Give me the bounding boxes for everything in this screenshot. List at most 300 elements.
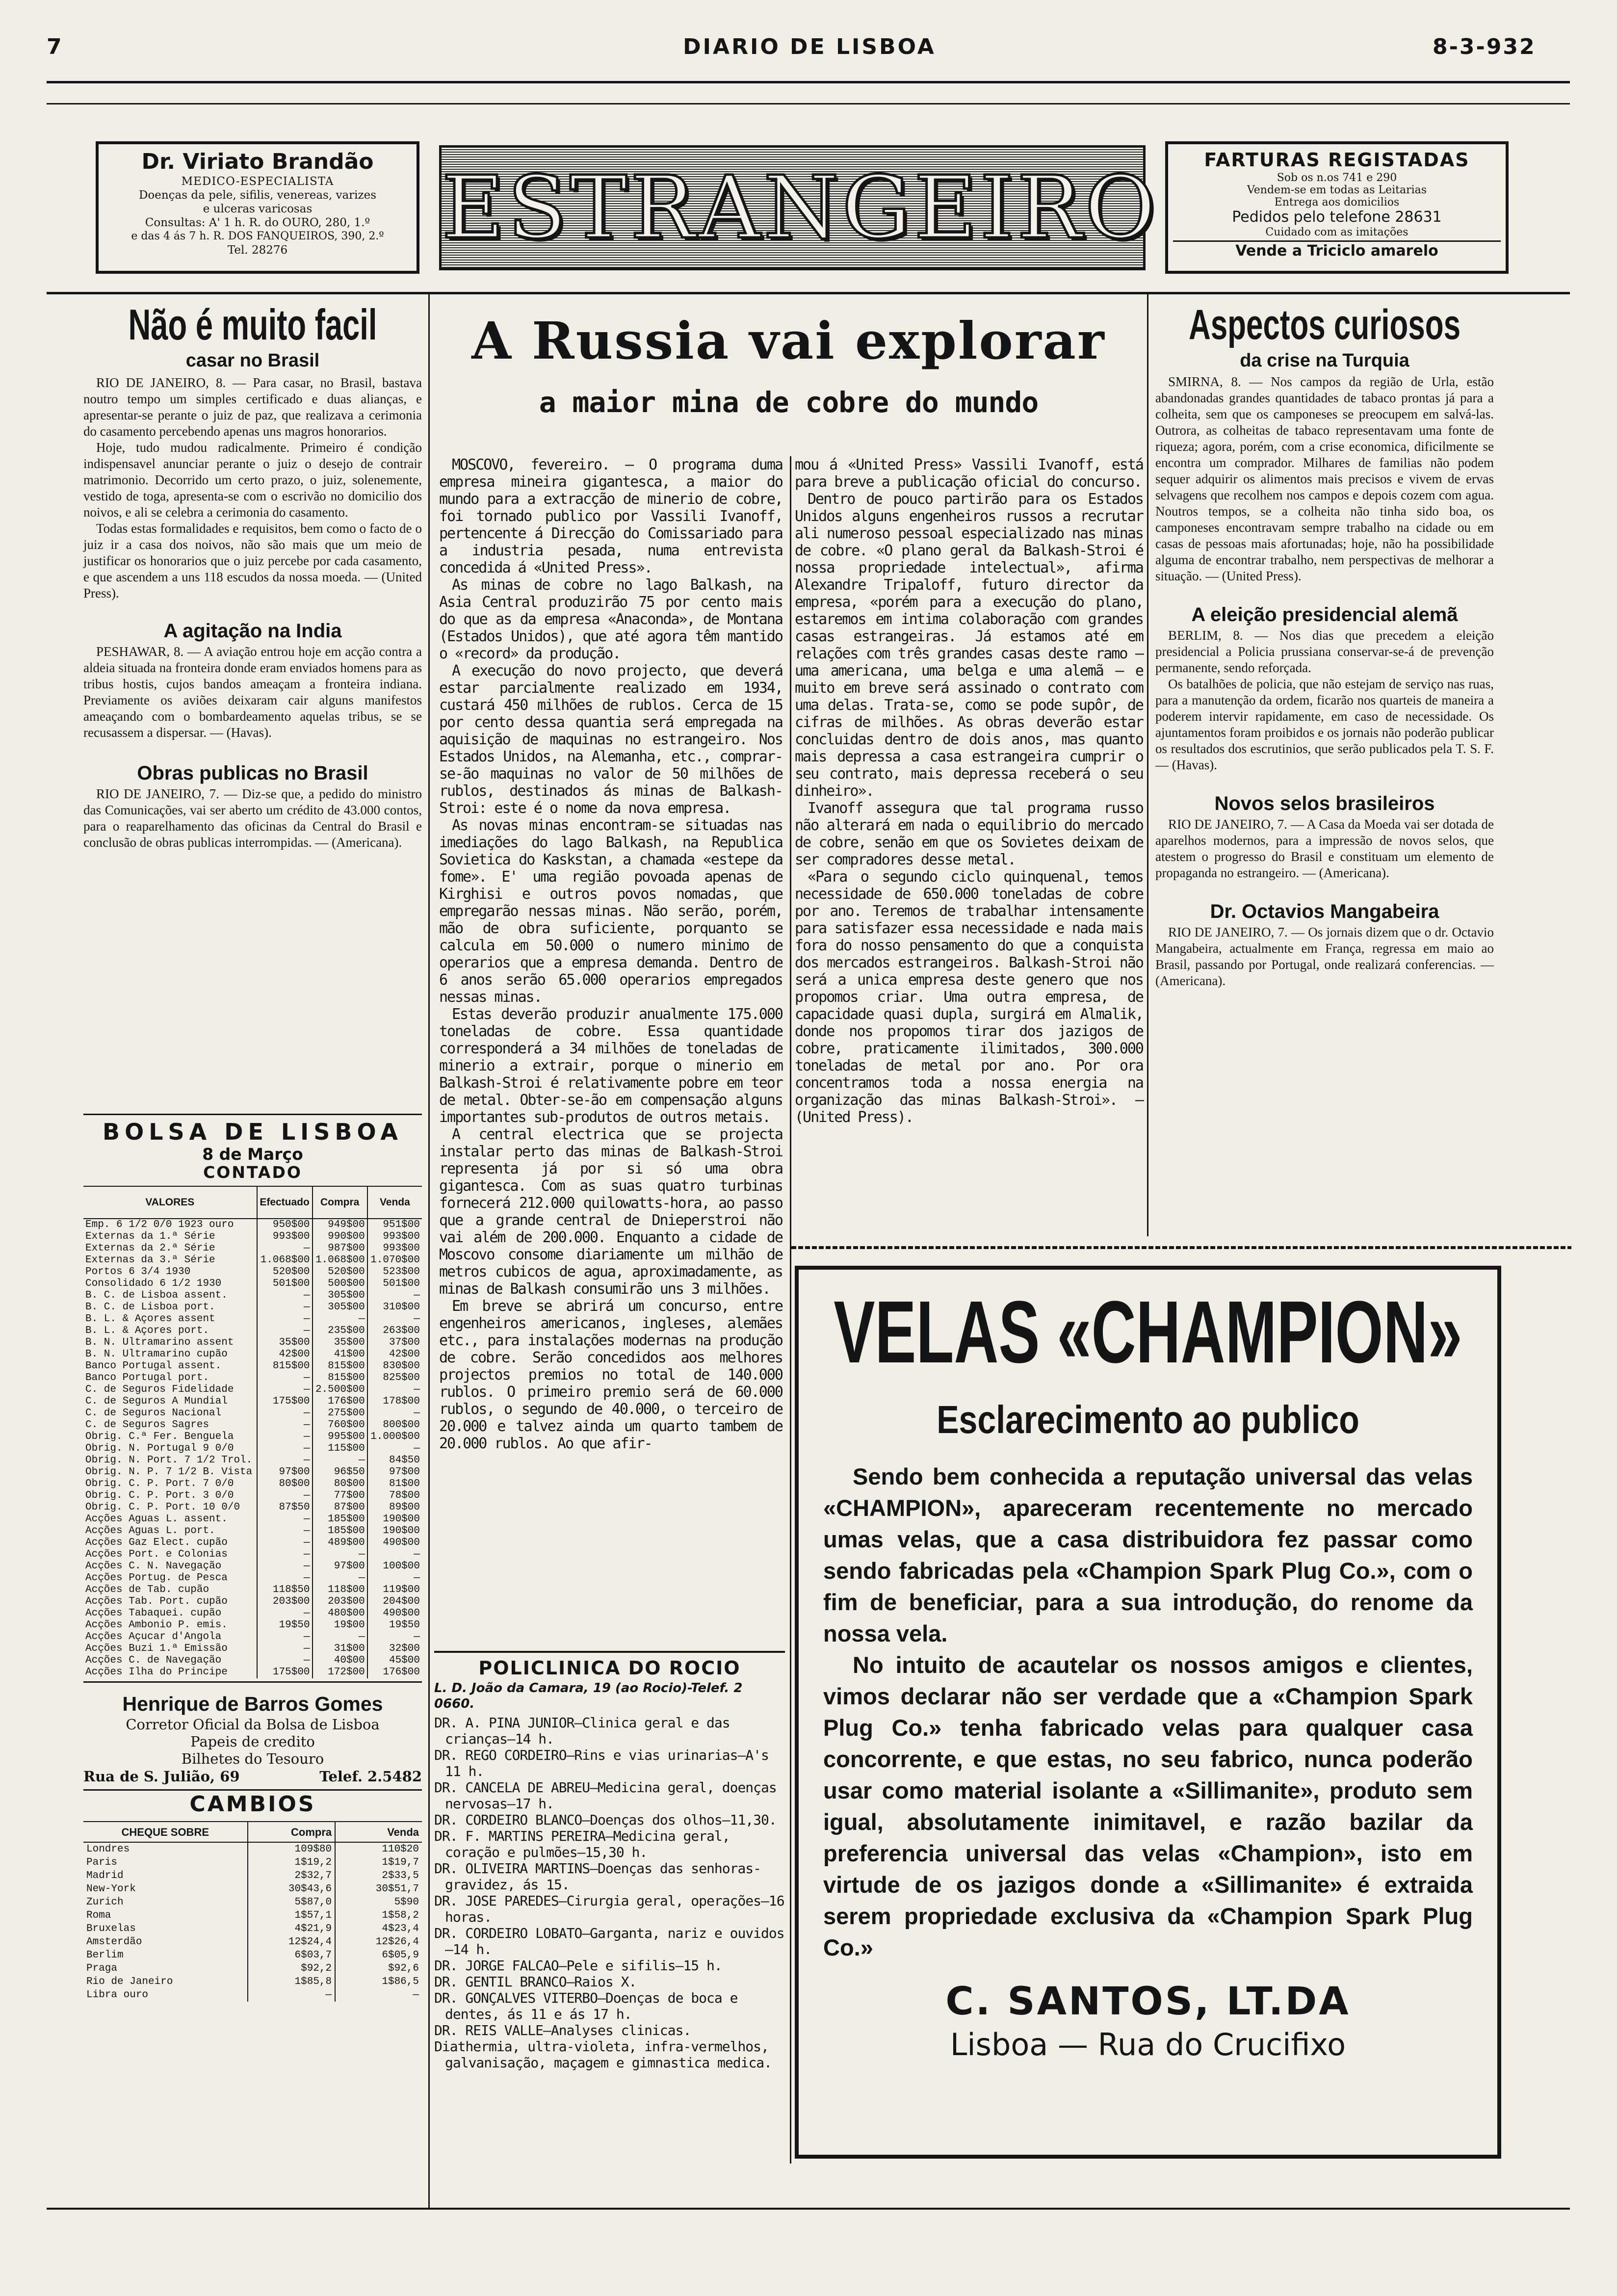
cambios-currency: Roma — [86, 1910, 111, 1921]
bolsa-value: 815$00 — [313, 1360, 367, 1372]
cambios-row — [83, 1869, 422, 1882]
bolsa-row — [83, 1231, 422, 1243]
newspaper-name: DIARIO DE LISBOA — [683, 34, 936, 59]
bolsa-row — [83, 1372, 422, 1384]
bolsa-security: Acções Port. e Colonias — [85, 1549, 228, 1560]
bolsa-value: 800$00 — [367, 1419, 422, 1431]
cambios-title: CAMBIOS — [83, 1789, 422, 1818]
cambios-rate: $92,2 — [248, 1962, 336, 1975]
cambios-currency: Praga — [86, 1963, 118, 1974]
article-paragraph: A execução do novo projecto, que deverá estar parcialmente realizado em 1934, custará 450 milhões de rublos. Cerca de 15 por cento dessa quantia será empregada na aquisição de maquinas no estrangeiro. Nos Estados Unidos, na Alemanha, etc., comprar-se-ão maquinas no valor de 50 milhões de rublos, destinados ás minas de Balkash-Stroi: este é o nome da nova empresa. — [439, 662, 782, 817]
ad-doctor-name: Dr. Viriato Brandão — [141, 149, 374, 174]
article-paragraph: MOSCOVO, fevereiro. — O programa duma empresa mineira gigantesca, a maior do mundo para a extracção de minerio de cobre, foi tornado publico por Vassili Ivanoff, pertencente á Direcção do Comissariado para a industria pesada, numa entrevista concedida á «United Press». — [439, 456, 782, 576]
bolsa-value: 80$00 — [257, 1478, 313, 1490]
bolsa-security: C. de Seguros Sagres — [85, 1419, 209, 1431]
bolsa-col-header: VALORES — [83, 1186, 257, 1219]
bolsa-value: 1.068$00 — [257, 1254, 313, 1266]
ad-viriato-brandao — [96, 141, 419, 274]
bolsa-value: 37$00 — [367, 1337, 422, 1349]
issue-date: 8-3-932 — [1433, 34, 1536, 59]
bolsa-row — [83, 1584, 422, 1596]
bolsa-value: 19$00 — [313, 1619, 367, 1631]
policlinica-address: L. D. João da Camara, 19 (ao Rocio)-Telef. 2 0660. — [434, 1681, 743, 1711]
bolsa-title: BOLSA DE LISBOA — [83, 1114, 422, 1146]
bolsa-row — [83, 1419, 422, 1431]
cambios-rate: 30$43,6 — [248, 1882, 336, 1896]
bolsa-security: Consolidado 6 1/2 1930 — [85, 1278, 222, 1289]
bolsa-value: 490$00 — [367, 1608, 422, 1619]
champion-ad — [795, 1266, 1501, 2159]
bolsa-security: C. de Seguros Fidelidade — [85, 1384, 234, 1395]
bolsa-value: 993$00 — [257, 1231, 313, 1243]
bolsa-value: 305$00 — [313, 1302, 367, 1313]
bolsa-value: 45$00 — [367, 1655, 422, 1667]
bolsa-security: Acções C. de Navegação — [85, 1655, 222, 1666]
cambios-rate: 1$19,7 — [335, 1856, 422, 1869]
bolsa-value: — — [367, 1549, 422, 1561]
broker-ad — [83, 1692, 422, 1785]
bolsa-value: — — [257, 1419, 313, 1431]
bolsa-value: 176$00 — [367, 1667, 422, 1678]
cambios-col-header: Venda — [335, 1822, 422, 1842]
policlinica-doctor: DR. F. MARTINS PEREIRA—Medicina geral, coração e pulmões—15,30 h. — [434, 1828, 730, 1860]
article-paragraph: Os batalhões de policia, que não estejam de serviço nas ruas, para a manutenção da ordem, ficarão nos quarteis de maneira a poderem intervir rapidamente, em caso de necessidade. Os ajuntamentos foram proibidos e os jornais não poderão publicar os resultados dos escrutinios, que serão publicados pela T. S. F. — (Havas). — [1155, 677, 1494, 772]
cambios-col-header: CHEQUE SOBRE — [83, 1822, 248, 1842]
cambios-row — [83, 1922, 422, 1935]
bolsa-row — [83, 1466, 422, 1478]
bolsa-value: — — [257, 1525, 313, 1537]
bolsa-value: — — [313, 1313, 367, 1325]
bolsa-row — [83, 1596, 422, 1608]
cambios-rate: 1$58,2 — [335, 1909, 422, 1922]
ad-farturas — [1165, 141, 1509, 274]
bolsa-value: 950$00 — [257, 1219, 313, 1231]
section-title: ESTRANGEIRO — [442, 157, 1159, 258]
bolsa-value: 178$00 — [367, 1396, 422, 1408]
bolsa-value: 825$00 — [367, 1372, 422, 1384]
bolsa-value: 185$00 — [313, 1513, 367, 1525]
cambios-rate: 1$19,2 — [248, 1856, 336, 1869]
bolsa-security: Acções Tab. Port. cupão — [85, 1596, 228, 1607]
bolsa-value: — — [313, 1549, 367, 1561]
policlinica-doctor: DR. REGO CORDEIRO—Rins e vias urinarias—A's 11 h. — [434, 1747, 769, 1779]
bolsa-value: 176$00 — [313, 1396, 367, 1408]
cambios-rate: 6$05,9 — [335, 1949, 422, 1962]
bolsa-row — [83, 1490, 422, 1502]
header-rule — [47, 81, 1570, 83]
right-column — [1155, 300, 1494, 989]
cambios-row — [83, 1896, 422, 1909]
cambios-currency: Londres — [86, 1844, 130, 1855]
cambios-currency: Berlim — [86, 1950, 124, 1961]
cambios-currency: New-York — [86, 1883, 136, 1895]
bolsa-value: — — [313, 1455, 367, 1466]
bolsa-table — [83, 1186, 422, 1678]
bolsa-security: Acções de Tab. cupão — [85, 1584, 209, 1595]
bolsa-value: — — [257, 1631, 313, 1643]
bolsa-value: 949$00 — [313, 1219, 367, 1231]
bolsa-security: Portos 6 3/4 1930 — [85, 1266, 191, 1278]
bolsa-value: 118$00 — [313, 1584, 367, 1596]
bolsa-value: 305$00 — [313, 1290, 367, 1302]
policlinica-doctor: DR. GONÇALVES VITERBO—Doenças de boca e dentes, ás 11 e ás 17 h. — [434, 1990, 738, 2022]
champion-paragraph: No intuito de acautelar os nossos amigos e clientes, vimos declarar não ser verdade que a «Champion Spark Plug Co.» tenha fabricado velas para qualquer casa concorrente, e que estas, no seu fabrico, nunca poderão usar como material isolante a «Sillimanite», produto sem igual, absolutamente inimitavel, e razão bazilar da preferencia universal das velas «Champion», isto em virtude de os jazigos donde a «Sillimanite» é extraida serem propriedade exclusiva da «Champion Spark Plug Co.» — [823, 1652, 1473, 1960]
bolsa-security: C. de Seguros A Mundial — [85, 1396, 228, 1407]
bolsa-row — [83, 1667, 422, 1678]
bolsa-value: 84$50 — [367, 1455, 422, 1466]
bolsa-value: 500$00 — [313, 1278, 367, 1290]
bolsa-value: — — [367, 1572, 422, 1584]
bolsa-security: B. N. Ultramarino assent — [85, 1337, 234, 1348]
headline-obras-brasil: Obras publicas no Brasil — [137, 762, 368, 784]
cambios-rate: 110$20 — [335, 1842, 422, 1856]
top-section-rule — [47, 292, 1570, 294]
cambios-rate: 1$57,1 — [248, 1909, 336, 1922]
bolsa-security: Acções C. N. Navegação — [85, 1561, 222, 1572]
bolsa-value: 1.000$00 — [367, 1431, 422, 1443]
bolsa-value: — — [257, 1455, 313, 1466]
bolsa-security: Obrig. N. Port. 7 1/2 Trol. — [85, 1455, 253, 1466]
cambios-rate: — — [248, 1988, 336, 2002]
ad-line: e das 4 ás 7 h. R. DOS FANQUEIROS, 390, 2.º — [131, 230, 384, 242]
article-paragraph: Ivanoff assegura que tal programa russo não alterará em nada o equilibrio do mercado de cobre, senão em que os Sovietes deixam de ser compradores desse metal. — [795, 800, 1143, 868]
ad-line: Doenças da pele, sifilis, venereas, varizes — [138, 189, 377, 202]
cambios-rate: 2$32,7 — [248, 1869, 336, 1882]
bolsa-row — [83, 1478, 422, 1490]
bolsa-security: Acções Aguas L. port. — [85, 1525, 215, 1537]
bolsa-value: 480$00 — [313, 1608, 367, 1619]
cambios-rate: — — [335, 1988, 422, 2002]
bolsa-value: — — [313, 1572, 367, 1584]
bolsa-value: 490$00 — [367, 1537, 422, 1549]
bolsa-row — [83, 1455, 422, 1466]
bolsa-row — [83, 1513, 422, 1525]
bolsa-row — [83, 1349, 422, 1360]
bolsa-security: Externas da 1.ª Série — [85, 1231, 215, 1242]
main-article-col1 — [439, 456, 782, 1452]
bolsa-value: 97$00 — [313, 1561, 367, 1572]
bolsa-row — [83, 1537, 422, 1549]
bolsa-row — [83, 1619, 422, 1631]
cambios-rate: 5$90 — [335, 1896, 422, 1909]
subhead-casar-brasil: casar no Brasil — [185, 350, 320, 371]
cambios-currency: Bruxelas — [86, 1923, 136, 1934]
ad-line: e ulceras varicosas — [203, 203, 313, 215]
bolsa-value: — — [257, 1290, 313, 1302]
article-paragraph: mou á «United Press» Vassili Ivanoff, está para breve a publicação oficial do concurso. — [795, 456, 1143, 491]
bolsa-value: — — [257, 1313, 313, 1325]
article-paragraph: PESHAWAR, 8. — A aviação entrou hoje em acção contra a aldeia situada na fronteira donde eram enviados homens para as tribus hostis, cujos bandos ameaçam a fronteira indiana. Previamente os aviões deixaram cair alguns manifestos ameaçando com o bombardeamento aquelas tribus, se se recusassem a dispersar. — (Havas). — [83, 644, 422, 740]
bolsa-value: 97$00 — [367, 1466, 422, 1478]
bolsa-value: 81$00 — [367, 1478, 422, 1490]
bolsa-value: 100$00 — [367, 1561, 422, 1572]
article-paragraph: As minas de cobre no lago Balkash, na Asia Central produzirão 75 por cento mais do que as da empresa «Anaconda», de Montana (Estados Unidos), que até agora têm mantido o «record» da produção. — [439, 576, 782, 662]
bolsa-value: — — [257, 1561, 313, 1572]
cambios-rate: 109$80 — [248, 1842, 336, 1856]
bolsa-value: 993$00 — [367, 1231, 422, 1243]
article-casar-brasil — [83, 375, 422, 601]
bolsa-row — [83, 1631, 422, 1643]
bolsa-security: Obrig. N. Portugal 9 0/0 — [85, 1443, 234, 1454]
bolsa-value: — — [367, 1443, 422, 1455]
champion-paragraph: Sendo bem conhecida a reputação universal das velas «CHAMPION», apareceram recentemente no mercado umas velas, que a casa distribuidora fez passar como sendo fabricadas pela «Champion Spark Plug Co.», com o fim de beneficiar, para a sua introdução, do renome da nossa vela. — [823, 1463, 1473, 1646]
bolsa-security: Acções Ilha do Principe — [85, 1667, 228, 1678]
ad-line: Cuidado com as imitações — [1265, 226, 1408, 238]
article-paragraph: «Para o segundo ciclo quinquenal, temos necessidade de 650.000 toneladas de cobre por ano. Teremos de trabalhar intensamente para satisfazer essa necessidade e nada mais fora do nosso pensamento do que a conquista dos mercados estrangeiros. Balkash-Stroi não será a unica empresa deste genero que nos propomos criar. Uma outra empresa, de capacidade quasi dupla, surgirá em Almalik, donde nos propomos tirar dos jazigos de cobre, praticamente ilimitados, 300.000 toneladas de metal por ano. Por ora concentramos toda a nossa energia na organização das minas Balkash-Stroi». — (United Press). — [795, 868, 1143, 1126]
bolsa-value: 993$00 — [367, 1243, 422, 1254]
bolsa-value: 1.068$00 — [313, 1254, 367, 1266]
ad-line: Vendem-se em todas as Leitarias — [1247, 184, 1427, 196]
ad-tagline: Vende a Triciclo amarelo — [1173, 240, 1501, 261]
bolsa-security: Acções Portug. de Pesca — [85, 1572, 228, 1584]
bolsa-value: — — [257, 1490, 313, 1502]
bolsa-value: 115$00 — [313, 1443, 367, 1455]
bolsa-value: — — [257, 1302, 313, 1313]
champion-subtitle: Esclarecimento ao publico — [937, 1398, 1359, 1441]
bolsa-row — [83, 1302, 422, 1313]
bolsa-value: — — [313, 1631, 367, 1643]
cambios-table — [83, 1821, 422, 2002]
cambios-rate: 1$85,8 — [248, 1975, 336, 1988]
policlinica-title: POLICLINICA DO ROCIO — [478, 1657, 741, 1679]
policlinica-doctor: DR. CANCELA DE ABREU—Medicina geral, doenças nervosas—17 h. — [434, 1779, 777, 1812]
bolsa-value: — — [257, 1384, 313, 1396]
cambios-row — [83, 1935, 422, 1949]
article-paragraph: RIO DE JANEIRO, 8. — Para casar, no Brasil, bastava noutro tempo um simples certificado e duas alianças, e apresentar-se perante o juiz de paz, que realizava a cerimonia do casamento percebendo apenas uns magros honorarios. — [83, 375, 422, 439]
bolsa-value: — — [367, 1313, 422, 1325]
ad-line: Entrega aos domicilios — [1274, 196, 1400, 209]
bolsa-row — [83, 1549, 422, 1561]
bolsa-value: 1.070$00 — [367, 1254, 422, 1266]
cambios-currency: Paris — [86, 1857, 118, 1868]
column-rule — [1147, 294, 1148, 1236]
bolsa-value: 190$00 — [367, 1513, 422, 1525]
bolsa-value: 995$00 — [313, 1431, 367, 1443]
bolsa-row — [83, 1360, 422, 1372]
bolsa-value: 89$00 — [367, 1502, 422, 1513]
bolsa-security: C. de Seguros Nacional — [85, 1408, 222, 1419]
cambios-rate: 5$87,0 — [248, 1896, 336, 1909]
bolsa-security: Acções Aguas L. assent. — [85, 1513, 228, 1525]
bolsa-value: 204$00 — [367, 1596, 422, 1608]
bolsa-security: Acções Buzi 1.ª Emissão — [85, 1643, 228, 1654]
article-paragraph: Dentro de pouco partirão para os Estados Unidos alguns engenheiros russos a recrutar ali numeroso pessoal especializado nas minas de cobre. «O plano geral da Balkash-Stroi é nossa propriedade intelectual», afirma Alexandre Tripaloff, futuro director da empresa, «porém para a execução do plano, estaremos em intima colaboração com grandes casas estrangeiras. Já estamos até em relações com três grandes casas deste ramo — uma americana, uma belga e uma alemã — e muito em breve será assinado o contrato com uma delas. Trata-se, como se pode supôr, de cifras de milhões. As obras deverão estar concluidas dentro de dois anos, mas quanto mais depressa a casa estrangeira cumprir o seu contrato, mais depressa receberá o seu dinheiro». — [795, 491, 1143, 800]
bolsa-security: B. L. & Açores port. — [85, 1325, 209, 1336]
policlinica-doctor: DR. JORGE FALCAO—Pele e sifilis—15 h. — [434, 1957, 722, 1974]
article-paragraph: BERLIM, 8. — Nos dias que precedem a eleição presidencial a Policia prussiana conservar-se-á de prevenção permanente, sendo reforçada. — [1155, 628, 1494, 675]
bolsa-bottom-rule — [83, 1681, 422, 1683]
bolsa-value: 42$00 — [367, 1349, 422, 1360]
policlinica-doctor: DR. JOSE PAREDES—Cirurgia geral, operações—16 horas. — [434, 1893, 784, 1925]
article-paragraph: RIO DE JANEIRO, 7. — A Casa da Moeda vai ser dotada de aparelhos modernos, para a impressão de novos selos, que atestem o progresso do Brasil e constituam um elemento de propaganda no estrangeiro. — (Americana). — [1155, 817, 1494, 880]
broker-line: Corretor Oficial da Bolsa de Lisboa — [126, 1716, 380, 1733]
bolsa-value: 263$00 — [367, 1325, 422, 1337]
header-rule-thin — [47, 103, 1570, 104]
bolsa-security: Externas da 2.ª Série — [85, 1243, 215, 1254]
bolsa-value: 80$00 — [313, 1478, 367, 1490]
bolsa-value: 175$00 — [257, 1667, 313, 1678]
bolsa-value: — — [257, 1643, 313, 1655]
bolsa-row — [83, 1243, 422, 1254]
bolsa-value: 87$00 — [313, 1502, 367, 1513]
article-obras-brasil — [83, 786, 422, 851]
ad-phone: Tel. 28276 — [227, 244, 288, 257]
cambios-row — [83, 1949, 422, 1962]
bolsa-security: Obrig. N. P. 7 1/2 B. Vista — [85, 1466, 253, 1478]
ad-farturas-title: FARTURAS REGISTADAS — [1204, 149, 1470, 171]
policlinica-doctor: Diathermia, ultra-violeta, infra-vermelhos, galvanisação, maçagem e gimnastica medica. — [434, 2038, 772, 2071]
bolsa-value: 32$00 — [367, 1643, 422, 1655]
bolsa-row — [83, 1219, 422, 1231]
page-number: 7 — [47, 34, 62, 59]
bolsa-value: 35$00 — [257, 1337, 313, 1349]
column-rule — [428, 294, 430, 2208]
article-paragraph: Em breve se abrirá um concurso, entre engenheiros americanos, ingleses, alemães etc., para instalações modernas na produção de cobre. Serão concedidos aos melhores projectos premios no total de 140.000 rublos. O primeiro premio será de 60.000 rublos, o segundo de 40.000, o terceiro de 20.000 e talvez ainda um quarto tambem de 20.000 rublos. Ao que afir- — [439, 1298, 782, 1452]
article-eleicao-alema — [1155, 627, 1494, 773]
bolsa-value: 203$00 — [257, 1596, 313, 1608]
bolsa-col-header: Compra — [313, 1186, 367, 1219]
bolsa-security: Emp. 6 1/2 0/0 1923 ouro — [85, 1219, 234, 1230]
bolsa-security: Obrig. C. P. Port. 7 0/0 — [85, 1478, 234, 1489]
bolsa-value: 119$00 — [367, 1584, 422, 1596]
article-mangabeira — [1155, 924, 1494, 989]
ad-separator — [791, 1246, 1571, 1249]
cambios-currency: Madrid — [86, 1870, 124, 1881]
cambios-header-row — [83, 1822, 422, 1842]
ad-line: Sob os n.os 741 e 290 — [1277, 172, 1397, 184]
cambios-currency: Amsterdão — [86, 1936, 142, 1948]
bolsa-value: 815$00 — [313, 1372, 367, 1384]
cambios-currency: Libra ouro — [86, 1989, 149, 2001]
bolsa-value: — — [257, 1243, 313, 1254]
bolsa-col-header: Efectuado — [257, 1186, 313, 1219]
bolsa-value: 40$00 — [313, 1655, 367, 1667]
article-paragraph: RIO DE JANEIRO, 7. — Os jornais dizem que o dr. Octavio Mangabeira, actualmente em França, regressa em maio ao Brasil, passando por Portugal, onde realizará conferencias. — (Americana). — [1155, 925, 1494, 988]
headline-agitacao-india: A agitação na India — [163, 620, 342, 642]
bolsa-value: 118$50 — [257, 1584, 313, 1596]
bolsa-value: 185$00 — [313, 1525, 367, 1537]
bolsa-row — [83, 1572, 422, 1584]
bolsa-row — [83, 1443, 422, 1455]
cambios-rate: 2$33,5 — [335, 1869, 422, 1882]
bolsa-security: Acções Tabaquei. cupão — [85, 1608, 222, 1619]
bolsa-value: 41$00 — [313, 1349, 367, 1360]
cambios-row — [83, 1975, 422, 1988]
bolsa-row — [83, 1290, 422, 1302]
headline-eleicao-alema: A eleição presidencial alemã — [1191, 604, 1458, 626]
cambios-rate: 6$03,7 — [248, 1949, 336, 1962]
ad-phone: Pedidos pelo telefone 28631 — [1232, 209, 1442, 226]
column-rule — [790, 456, 791, 2164]
cambios-rate: $92,6 — [335, 1962, 422, 1975]
main-subhead: a maior mina de cobre do mundo — [539, 386, 1039, 419]
article-paragraph: Estas deverão produzir anualmente 175.000 toneladas de cobre. Essa quantidade corresponderá a 34 milhões de toneladas de minerio a extrair, porque o minerio em Balkash-Stroi é relativamente pobre em teor de metal. Obter-se-ão em compensação alguns importantes sub-produtos de outros metais. — [439, 1006, 782, 1126]
headline-aspectos-curiosos: Aspectos curiosos — [1188, 301, 1461, 348]
bolsa-value: 172$00 — [313, 1667, 367, 1678]
bolsa-security: Obrig. C.ª Fer. Benguela — [85, 1431, 234, 1442]
bolsa-value: 31$00 — [313, 1643, 367, 1655]
bolsa-row — [83, 1608, 422, 1619]
bolsa-row — [83, 1643, 422, 1655]
policlinica-top-rule — [434, 1651, 785, 1653]
article-paragraph: SMIRNA, 8. — Nos campos da região de Urla, estão abandonadas grandes quantidades de tabaco prontas já para a colheita, sem que os camponeses se preocupem em salvá-las. Outrora, as colheitas de tabaco representavam uma fonte de riqueza; agora, porém, com a crise economica, dificilmente se encontra um comprador. Milhares de familias não podem sequer adquirir os alimentos mais precisos e vivem de ervas selvagens que recolhem nos campos e depois cozem com agua. Noutros tempos, se a colheita não tinha sido boa, os camponeses encontravam sempre trabalho na cidade ou em casas de pessoas mais afortunadas; hoje, não ha possibilidade alguma de encontrar trabalho, nem perspectivas de melhorar a situação. — (United Press). — [1155, 374, 1494, 583]
bolsa-row — [83, 1408, 422, 1419]
broker-line: Papeis de credito — [190, 1733, 315, 1750]
bolsa-date: 8 de Março — [202, 1145, 303, 1164]
bolsa-value: — — [257, 1549, 313, 1561]
ad-line: Consultas: A' 1 h. R. do OURO, 280, 1.º — [145, 216, 370, 229]
bolsa-value: 2.500$00 — [313, 1384, 367, 1396]
headline-selos-brasileiros: Novos selos brasileiros — [1214, 793, 1435, 814]
bolsa-value: 520$00 — [257, 1266, 313, 1278]
article-selos-brasileiros — [1155, 816, 1494, 881]
champion-address: Lisboa — Rua do Crucifixo — [950, 2027, 1346, 2062]
cambios-currency: Rio de Janeiro — [86, 1976, 173, 1987]
policlinica-list — [434, 1715, 785, 2071]
bolsa-value: 520$00 — [313, 1266, 367, 1278]
policlinica-doctor: DR. CORDEIRO LOBATO—Garganta, nariz e ouvidos—14 h. — [434, 1925, 784, 1957]
bolsa-value: — — [367, 1384, 422, 1396]
bolsa-value: — — [257, 1513, 313, 1525]
bolsa-value: 96$50 — [313, 1466, 367, 1478]
bolsa-value: 310$00 — [367, 1302, 422, 1313]
bolsa-row — [83, 1266, 422, 1278]
broker-name: Henrique de Barros Gomes — [122, 1693, 383, 1715]
bolsa-value: 951$00 — [367, 1219, 422, 1231]
subhead-aspectos-curiosos: da crise na Turquia — [1240, 350, 1409, 371]
section-banner — [439, 145, 1159, 270]
bolsa-row — [83, 1278, 422, 1290]
bolsa-security: Obrig. C. P. Port. 10 0/0 — [85, 1502, 240, 1513]
main-article-col2 — [795, 456, 1143, 1126]
cambios-row — [83, 1988, 422, 2002]
cambios-currency: Zurich — [86, 1897, 124, 1908]
broker-phone: Telef. 2.5482 — [319, 1768, 422, 1785]
cambios-row — [83, 1882, 422, 1896]
bolsa-security: Banco Portugal port. — [85, 1372, 209, 1383]
bolsa-value: 275$00 — [313, 1408, 367, 1419]
policlinica-doctor: DR. A. PINA JUNIOR—Clinica geral e das crianças—14 h. — [434, 1715, 730, 1747]
article-paragraph: As novas minas encontram-se situadas nas imediações do lago Balkash, na Republica Sovietica do Kaskstan, a chamada «estepe da fome». E' uma região povoada apenas de Kirghisi e outros povos nomadas, que empregarão nessas minas. Não serão, porém, mão de obra suficiente, porquanto se calcula em 50.000 o numero minimo de operarios que a empresa demanda. Dentro de 6 anos serão 65.000 operarios empregados nessas minas. — [439, 817, 782, 1006]
bolsa-row — [83, 1655, 422, 1667]
cambios-row — [83, 1856, 422, 1869]
bolsa-security: Acções Gaz Elect. cupão — [85, 1537, 228, 1548]
cambios-rate: 12$24,4 — [248, 1935, 336, 1949]
bolsa-security: B. C. de Lisboa port. — [85, 1302, 215, 1313]
bolsa-row — [83, 1325, 422, 1337]
bolsa-header-row — [83, 1186, 422, 1219]
bolsa-security: Acções Açucar d'Angola — [85, 1631, 222, 1643]
bolsa-row — [83, 1313, 422, 1325]
headline-casar-brasil: Não é muito facil — [128, 300, 377, 349]
bolsa-security: Externas da 3.ª Série — [85, 1254, 215, 1266]
left-column — [83, 300, 422, 851]
cambios-row — [83, 1842, 422, 1856]
bolsa-row — [83, 1502, 422, 1513]
bolsa-value: 175$00 — [257, 1396, 313, 1408]
bolsa-value: — — [257, 1655, 313, 1667]
bolsa-value: 190$00 — [367, 1525, 422, 1537]
cambios-rate: 12$26,4 — [335, 1935, 422, 1949]
cambios-rate: 4$23,4 — [335, 1922, 422, 1935]
broker-address: Rua de S. Julião, 69 — [83, 1768, 240, 1785]
bolsa-security: Obrig. C. P. Port. 3 0/0 — [85, 1490, 234, 1501]
bolsa-row — [83, 1337, 422, 1349]
bolsa-row — [83, 1396, 422, 1408]
bolsa-row — [83, 1384, 422, 1396]
article-agitacao-india — [83, 644, 422, 741]
cambios-rate: 1$86,5 — [335, 1975, 422, 1988]
